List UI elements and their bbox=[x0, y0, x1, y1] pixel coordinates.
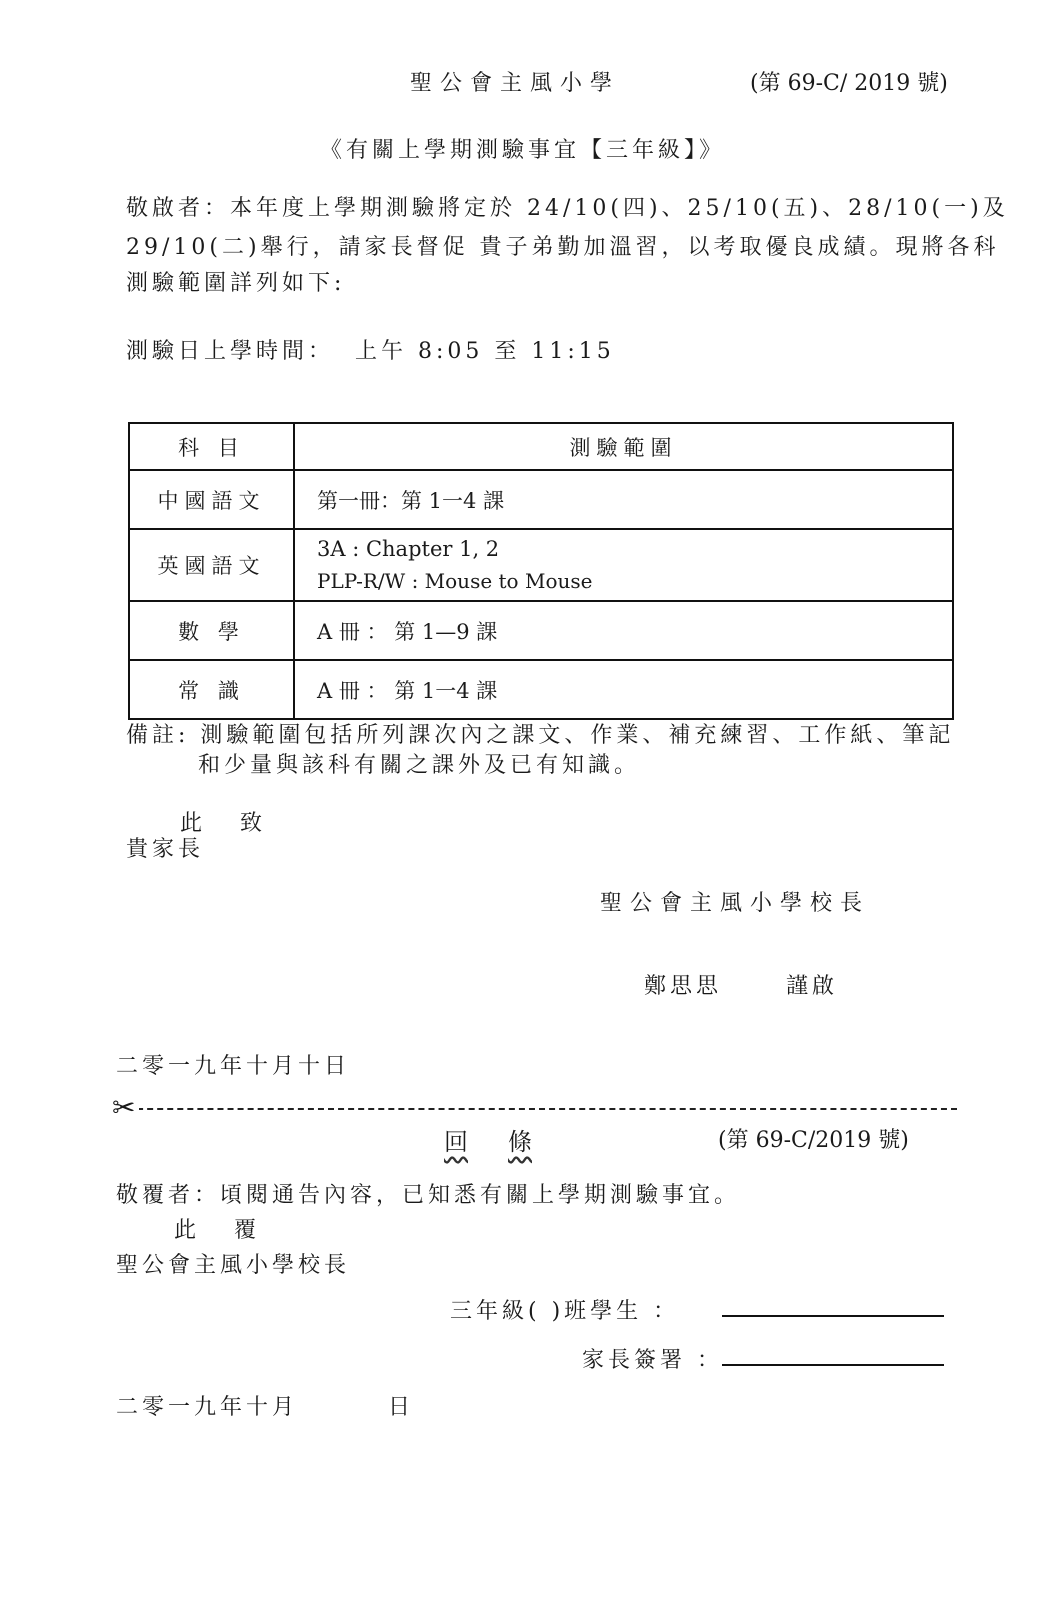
scope-line: PLP-R/W : Mouse to Mouse bbox=[317, 569, 593, 593]
reply-date-prefix: 二零一九年十月 bbox=[116, 1395, 299, 1420]
reply-title-tiao: 條 bbox=[508, 1128, 532, 1156]
exam-time-value: 上午 8:05 至 11:15 bbox=[355, 339, 615, 364]
reply-statement: 敬覆者：頃閱通告內容，已知悉有關上學期測驗事宜。 bbox=[116, 1183, 741, 1208]
reply-salutation-fu: 覆 bbox=[234, 1218, 257, 1243]
scope-cell: A 冊 ： 第 1一4 課 bbox=[294, 660, 953, 719]
signer-verb: 謹啟 bbox=[786, 974, 839, 999]
table-row bbox=[129, 601, 953, 660]
remark-line-1: 備註: 測驗範圍包括所列課次內之課文、作業、補充練習、工作紙、筆記 bbox=[126, 723, 955, 748]
exam-scope-table bbox=[128, 422, 954, 720]
scope-cell: A 冊 ： 第 1—9 課 bbox=[294, 601, 953, 660]
reply-title-hui: 回 bbox=[444, 1128, 468, 1156]
school-name: 聖公會主風小學 bbox=[410, 71, 621, 96]
header-scope: 測驗範圍 bbox=[294, 423, 953, 470]
signer-name: 鄭思思 bbox=[644, 974, 723, 999]
notice-ref-number: (第 69-C/ 2019 號) bbox=[750, 71, 948, 96]
parent-signature-label: 家長簽署 ： bbox=[582, 1348, 723, 1373]
subject-cell: 中國語文 bbox=[129, 470, 294, 529]
table-row bbox=[129, 529, 953, 601]
reply-salutation-ci: 此 bbox=[174, 1218, 197, 1243]
letter-recipient: 貴家長 bbox=[126, 837, 205, 862]
remark-line-2: 和少量與該科有關之課外及已有知識。 bbox=[198, 753, 641, 778]
subject-cell: 英國語文 bbox=[129, 529, 294, 601]
table-header-row bbox=[129, 423, 953, 470]
table-row bbox=[129, 660, 953, 719]
scope-line: 3A : Chapter 1, 2 bbox=[317, 537, 500, 561]
table-row bbox=[129, 470, 953, 529]
body-line-3: 測驗範圍詳列如下: bbox=[126, 271, 346, 296]
student-field-label: 三年級( )班學生 ： bbox=[450, 1299, 680, 1324]
body-line-1: 敬啟者：本年度上學期測驗將定於 24/10(四)、25/10(五)、28/10(一)及 bbox=[126, 196, 1009, 221]
scope-cell: 第一冊：第 1一4 課 bbox=[294, 470, 953, 529]
scissors-icon: ✂ bbox=[112, 1094, 139, 1122]
student-name-line[interactable] bbox=[722, 1315, 944, 1317]
subject-cell: 數 學 bbox=[129, 601, 294, 660]
notice-title: 《有關上學期測驗事宜【三年級】》 bbox=[320, 138, 726, 163]
reply-recipient: 聖公會主風小學校長 bbox=[116, 1253, 351, 1278]
cut-line bbox=[117, 1108, 957, 1110]
subject-cell: 常 識 bbox=[129, 660, 294, 719]
body-line-2: 29/10(二)舉行，請家長督促 貴子弟勤加溫習，以考取優良成績。現將各科 bbox=[126, 235, 1000, 260]
letter-date: 二零一九年十月十日 bbox=[116, 1054, 351, 1079]
salutation-ci: 此 bbox=[180, 811, 203, 836]
exam-time-label: 測驗日上學時間： bbox=[126, 339, 335, 364]
scope-cell bbox=[294, 529, 953, 601]
reply-date-suffix: 日 bbox=[388, 1395, 411, 1420]
signer-title: 聖公會主風小學校長 bbox=[600, 891, 871, 916]
salutation-zhi: 致 bbox=[240, 811, 263, 836]
parent-signature-line[interactable] bbox=[722, 1364, 944, 1366]
header-subject: 科 目 bbox=[129, 423, 294, 470]
reply-ref-number: (第 69-C/2019 號) bbox=[718, 1128, 909, 1153]
